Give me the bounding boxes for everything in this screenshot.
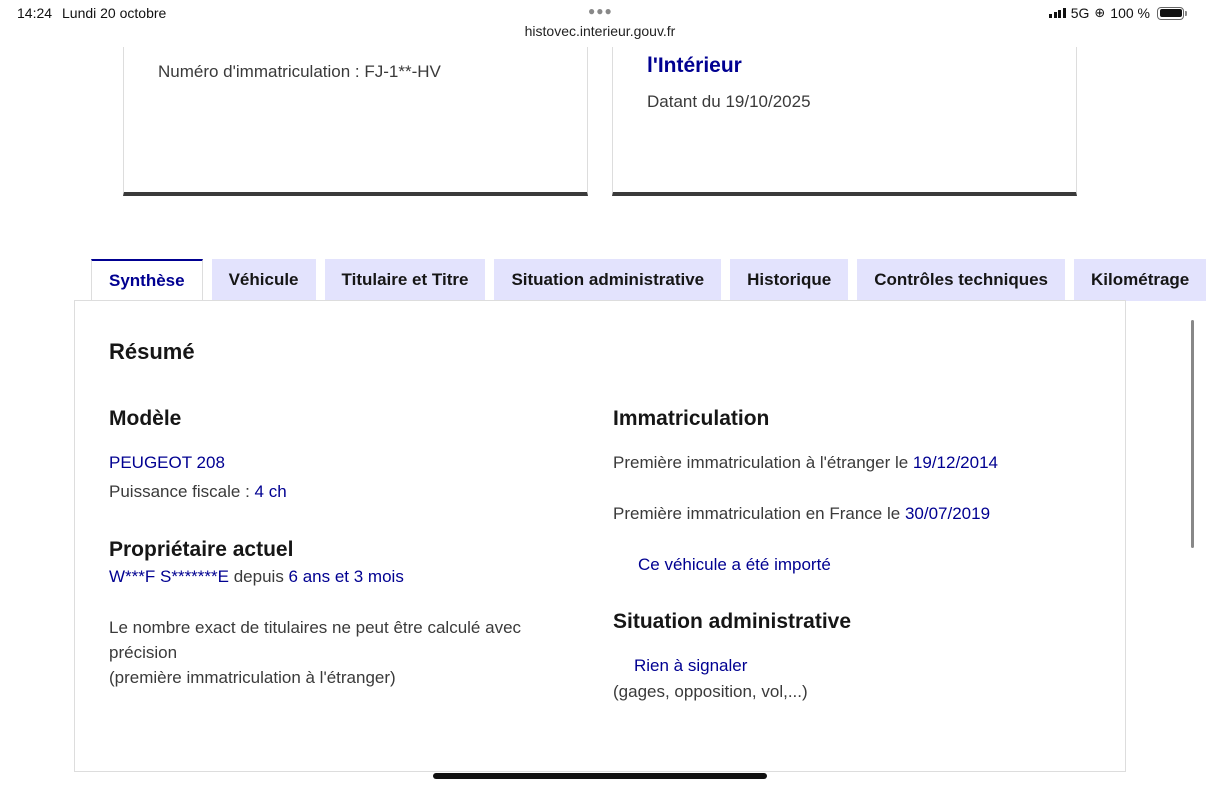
battery-percent: 100 % bbox=[1110, 5, 1150, 21]
tab-situation-administrative[interactable]: Situation administrative bbox=[494, 259, 721, 301]
imported-notice: Ce véhicule a été importé bbox=[638, 555, 831, 574]
report-tabs bbox=[91, 259, 1190, 301]
source-title: l'Intérieur bbox=[647, 54, 742, 77]
page-scrollbar[interactable] bbox=[1191, 320, 1194, 548]
source-card bbox=[612, 47, 1077, 196]
tab-historique[interactable]: Historique bbox=[730, 259, 848, 301]
tab-vehicule[interactable]: Véhicule bbox=[212, 259, 316, 301]
report-date: Datant du 19/10/2025 bbox=[647, 92, 811, 111]
owner-since-label: depuis bbox=[229, 567, 289, 586]
france-registration-date: 30/07/2019 bbox=[904, 504, 991, 523]
multitasking-dots-icon[interactable]: ●●● bbox=[588, 4, 613, 18]
fiscal-power-label: Puissance fiscale : bbox=[109, 482, 255, 501]
model-heading: Modèle bbox=[109, 407, 182, 430]
foreign-registration-date: 19/12/2014 bbox=[912, 453, 999, 472]
battery-icon bbox=[1157, 7, 1184, 20]
synthese-panel bbox=[74, 300, 1126, 772]
status-indicators bbox=[1049, 5, 1184, 21]
status-date: Lundi 20 octobre bbox=[62, 5, 167, 21]
owner-duration: 6 ans et 3 mois bbox=[288, 567, 404, 586]
tab-kilometrage[interactable]: Kilométrage bbox=[1074, 259, 1206, 301]
registration-heading: Immatriculation bbox=[613, 407, 770, 430]
plate-number: Numéro d'immatriculation : FJ-1**-HV bbox=[158, 62, 441, 81]
admin-details: (gages, opposition, vol,...) bbox=[613, 682, 808, 701]
address-bar-url[interactable]: histovec.interieur.gouv.fr bbox=[524, 23, 676, 39]
tab-controles-techniques[interactable]: Contrôles techniques bbox=[857, 259, 1065, 301]
tab-synthese[interactable]: Synthèse bbox=[91, 259, 203, 301]
france-registration bbox=[613, 501, 990, 526]
tab-titulaire-et-titre[interactable]: Titulaire et Titre bbox=[325, 259, 486, 301]
network-label: 5G bbox=[1070, 5, 1090, 21]
owner-note-line-2: précision bbox=[109, 643, 178, 662]
signal-icon bbox=[1049, 8, 1066, 18]
owner-count-note bbox=[109, 615, 521, 690]
orientation-lock-icon: ⊕ bbox=[1094, 5, 1106, 20]
owner-line bbox=[109, 564, 404, 589]
summary-heading: Résumé bbox=[109, 339, 195, 364]
fiscal-power-value: 4 ch bbox=[254, 482, 287, 501]
admin-status: Rien à signaler bbox=[634, 656, 748, 675]
foreign-registration bbox=[613, 450, 998, 475]
model-name: PEUGEOT 208 bbox=[109, 453, 225, 472]
foreign-registration-label: Première immatriculation à l'étranger le bbox=[613, 453, 913, 472]
admin-heading: Situation administrative bbox=[613, 610, 852, 633]
owner-note-line-3: (première immatriculation à l'étranger) bbox=[109, 668, 396, 687]
owner-heading: Propriétaire actuel bbox=[109, 538, 294, 561]
status-time: 14:24 bbox=[17, 5, 53, 21]
fiscal-power bbox=[109, 479, 287, 504]
plate-card bbox=[123, 47, 588, 196]
owner-name: W***F S*******E bbox=[109, 567, 229, 586]
owner-note-line-1: Le nombre exact de titulaires ne peut être calculé avec bbox=[109, 618, 522, 637]
france-registration-label: Première immatriculation en France le bbox=[613, 504, 905, 523]
home-indicator[interactable] bbox=[433, 773, 767, 779]
